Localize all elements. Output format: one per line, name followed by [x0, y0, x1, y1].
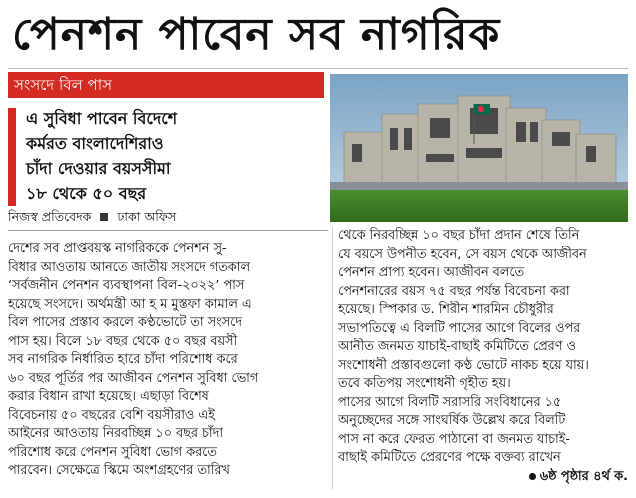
bullet-icon	[529, 473, 536, 480]
body-line: সব নাগরিক নির্ধারিত হারে চাঁদা পরিশোধ করে	[8, 352, 238, 367]
byline-reporter: নিজস্ব প্রতিবেদক	[8, 209, 92, 224]
body-line: পেনশনারের বয়স ৭৫ বছর পর্যন্ত বিবেচনা করা	[338, 283, 570, 299]
article-body-right	[338, 227, 628, 486]
body-line: তবে কতিপয় সংশোধনী গৃহীত হয়।	[338, 376, 511, 391]
body-line: পাস হয়। বিলে ১৮ বছর থেকে ৫০ বছর বয়সী	[8, 333, 238, 349]
continued-text: ৬ষ্ঠ পৃষ্ঠার ৪র্থ ক.	[539, 468, 628, 484]
body-line: বাছাই কমিটিতে প্রেরণের পক্ষে বক্তব্য রাখেন	[338, 450, 561, 465]
subheadline-line: চাঁদা দেওয়ার বয়সসীমা	[26, 159, 171, 178]
parliament-building-illustration	[330, 74, 628, 222]
headline-rule	[8, 68, 628, 69]
body-line: থেকে নিরবচ্ছিন্ন ১০ বছর চাঁদা প্রদান শেষে তিনি	[338, 228, 580, 243]
body-line: হয়েছে সংসদে। অর্থমন্ত্রী আ হ ম মুস্তফা কামাল এ	[8, 296, 252, 312]
body-line: বিধার আওতায় আনতে জাতীয় সংসদে গতকাল	[8, 259, 250, 275]
kicker-label: সংসদে বিল পাস	[8, 72, 324, 98]
body-line: পেনশন প্রাপ্য হবেন। আজীবন বলতে	[338, 265, 525, 280]
body-line: পরিশোধ করে পেনশন সুবিধা ভোগ করতে	[8, 444, 217, 460]
body-line: পারবেন। সেক্ষেত্রে স্কিমে অংশগ্রহণের তারিখ	[8, 463, 230, 478]
subheadline-line: কর্মরত বাংলাদেশিরাও	[26, 134, 164, 153]
body-line: বিবেচনায় ৫০ বছরের বেশি বয়সীরাও এই	[8, 407, 215, 423]
body-line: যে বয়সে উপনীত হবেন, সে বয়স থেকে আজীবন	[338, 246, 587, 262]
body-line: পাস না করে ফেরত পাঠানো বা জনমত যাচাই-	[338, 431, 571, 447]
parliament-photo	[330, 74, 628, 222]
byline-separator	[100, 213, 108, 221]
subheadline-line: এ সুবিধা পাবেন বিদেশে	[26, 109, 178, 128]
body-line: বিল পাসের প্রস্তাব করলে কণ্ঠভোটে তা সংসদে	[8, 315, 242, 330]
body-line: ‘সর্বজনীন পেনশন ব্যবস্থাপনা বিল-২০২২’ পাস	[8, 278, 245, 293]
byline	[8, 206, 328, 228]
body-line: সংশোধনী প্রস্তাবগুলো কণ্ঠ ভোটে নাকচ হয়ে যায়।	[338, 357, 589, 373]
body-line: দেশের সব প্রাপ্তবয়স্ক নাগরিককে পেনশন সু-	[8, 241, 227, 256]
byline-desk: ঢাকা অফিস	[117, 209, 177, 224]
body-line: হয়েছে। স্পিকার ড. শিরীন শারমিন চৌধুরীর	[338, 302, 554, 317]
subheadline-line: ১৮ থেকে ৫০ বছর	[26, 184, 147, 203]
body-line: অনুচ্ছেদের সঙ্গে সাংঘর্ষিক উল্লেখ করে বিলটি	[338, 413, 566, 428]
body-line: করার বিধান রাখা হয়েছে। এছাড়া বিশেষ	[8, 389, 209, 404]
article-body-left	[8, 240, 326, 481]
byline-rule	[8, 230, 328, 231]
column-divider	[332, 227, 333, 489]
body-line: আইনের আওতায় নিরবচ্ছিন্ন ১০ বছর চাঁদা	[8, 426, 224, 441]
continued-on-page	[338, 468, 628, 487]
headline: পেনশন পাবেন সব নাগরিক	[12, 9, 501, 60]
body-line: আনীত জনমত যাচাই-বাছাই কমিটিতে প্রেরণ ও	[338, 339, 576, 354]
body-line: ৬০ বছর পূর্তির পর আজীবন পেনশন সুবিধা ভোগ	[8, 370, 259, 386]
body-line: সভাপতিত্বে এ বিলটি পাসের আগে বিলের ওপর	[338, 320, 581, 336]
subheadline-accent-bar	[8, 108, 16, 206]
body-line: পাসের আগে বিলটি সরাসরি সংবিধানের ১৫	[338, 394, 562, 410]
subheadline	[8, 106, 328, 206]
